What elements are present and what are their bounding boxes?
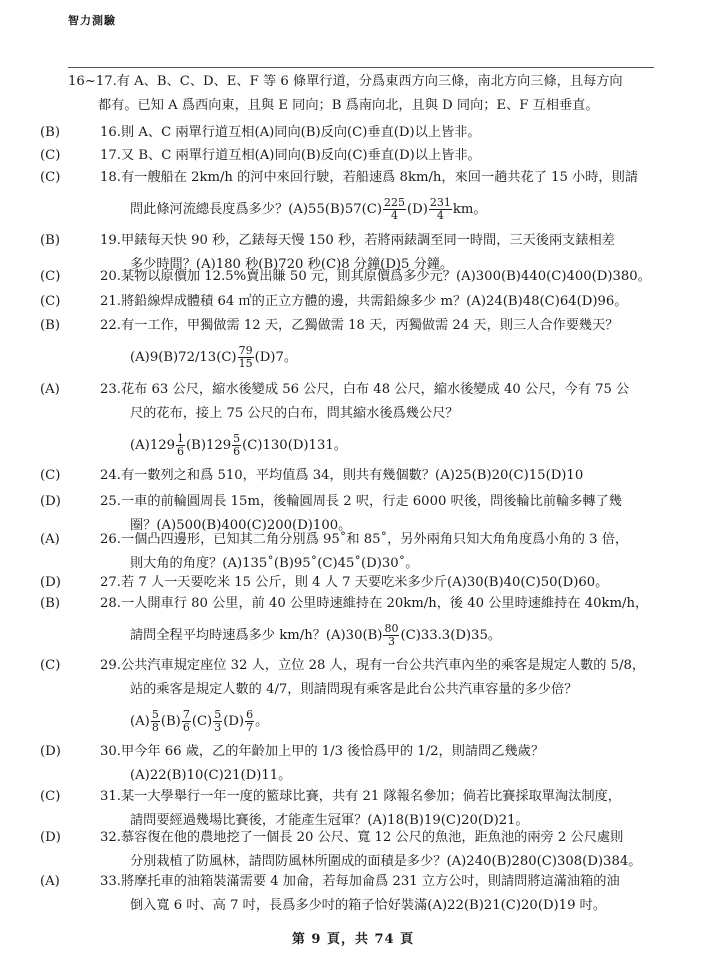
option-text: (A)9(B)72/13(C) [130, 350, 237, 365]
fraction [245, 709, 254, 734]
question-line: 多少時間？(A)180 秒(B)720 秒(C)8 分鐘(D)5 分鐘。 [130, 257, 454, 272]
answer-label: (C) [40, 468, 61, 483]
question-line: 27.若 7 人一天要吃米 15 公斤，則 4 人 7 天要吃米多少斤(A)30(B)40(C)50(D)60。 [100, 575, 609, 590]
question-line: 則大角的角度？(A)135˚(B)95˚(C)45˚(D)30˚。 [130, 556, 419, 571]
answer-label: (D) [40, 575, 61, 590]
question-text [100, 121, 658, 145]
option-text: (A) [130, 714, 150, 729]
fraction-numerator: 6 [246, 708, 254, 721]
fraction-denominator: 6 [233, 445, 241, 458]
answer-label: (D) [40, 494, 61, 509]
answer-label: (D) [40, 744, 61, 759]
question-text [100, 166, 658, 230]
answer-label: (B) [40, 233, 60, 248]
option-text: (D) [407, 202, 428, 217]
answer-label: (A) [40, 382, 60, 397]
fraction-numerator: 225 [384, 196, 405, 209]
question-line: (A)22(B)10(C)21(D)11。 [130, 768, 292, 783]
option-text: (B)129 [185, 438, 232, 453]
fraction-denominator: 7 [246, 721, 254, 734]
option-text: (D)7。 [254, 350, 298, 365]
fraction-numerator: 5 [151, 708, 159, 721]
question-line: 24.有一數列之和爲 510，平均值爲 34，則共有幾個數？(A)25(B)20(C)15(D)10 [100, 468, 584, 483]
fraction [429, 197, 452, 222]
question-fraction-line [100, 190, 658, 230]
fraction-numerator: 1 [176, 432, 184, 445]
question-line: 28.一人開車行 80 公里，前 40 公里時速維持在 20km/h，後 40 公里時速維持在 40km/h， [100, 596, 649, 611]
question-line: 33.將摩托車的油箱裝滿需要 4 加侖，若每加侖爲 231 立方公吋，則請問將這滿油箱的油 [100, 874, 620, 889]
question-text [100, 378, 658, 466]
fraction [213, 709, 222, 734]
fraction-denominator: 6 [182, 721, 190, 734]
question-line: 尺的花布，接上 75 公尺的白布，問其縮水後爲幾公尺？ [130, 406, 459, 421]
question-text [100, 314, 658, 378]
question-text [100, 740, 658, 788]
fraction-numerator: 5 [233, 432, 241, 445]
question-line: 22.有一工作，甲獨做需 12 天，乙獨做需 18 天，丙獨做需 24 天，則三人合作要幾天？ [100, 318, 619, 333]
intro-text [68, 70, 658, 118]
question-line: 倒入寬 6 吋、高 7 吋，長爲多少吋的箱子恰好裝滿(A)22(B)21(C)20(D)19 吋。 [130, 898, 607, 913]
question-line: 21.將鉛線焊成體積 64 ㎥的正立方體的邊，共需鉛線多少 m？(A)24(B)48(C)64(D)96。 [100, 294, 628, 309]
option-text: (A)129 [130, 438, 175, 453]
answer-label: (C) [40, 789, 61, 804]
answer-label: (A) [40, 532, 60, 547]
fraction [383, 197, 406, 222]
question-line: 18.有一艘船在 2km/h 的河中來回行駛，若船速爲 8km/h，來回一趟共花了 15 小時，則請 [100, 170, 638, 185]
fraction-denominator: 6 [176, 445, 184, 458]
fraction [232, 433, 241, 458]
fraction-denominator: 4 [436, 209, 444, 222]
question-line: 31.某一大學舉行一年一度的籃球比賽，共有 21 隊報名參加；倘若比賽採取單淘汰制度， [100, 789, 621, 804]
question-line: 29.公共汽車規定座位 32 人，立位 28 人，現有一台公共汽車內坐的乘客是規定人數的 5/8， [100, 658, 646, 673]
question-text [100, 870, 658, 918]
page-footer: 第 9 頁，共 74 頁 [291, 932, 415, 947]
question-text [100, 144, 658, 168]
question-line: 請問要經過幾場比賽後，才能產生冠軍？(A)18(B)19(C)20(D)21。 [130, 813, 529, 828]
question-text [100, 592, 658, 656]
answer-label: (C) [40, 148, 61, 163]
option-text: (C) [191, 714, 213, 729]
question-line: 17.又 B、C 兩單行道互相(A)同向(B)反向(C)垂直(D)以上皆非。 [100, 148, 481, 163]
fraction-denominator: 15 [238, 357, 253, 370]
question-line: 16.則 A、C 兩單行道互相(A)同向(B)反向(C)垂直(D)以上皆非。 [100, 125, 481, 140]
question-line: 分別栽植了防風林，請問防風林所圍成的面積是多少？(A)240(B)280(C)308(D)384。 [130, 854, 642, 869]
question-text [100, 826, 658, 874]
option-text: (D) [223, 714, 245, 729]
fraction [151, 709, 160, 734]
answer-label: (B) [40, 318, 60, 333]
option-text: km。 [452, 202, 487, 217]
question-text [100, 290, 658, 314]
fraction-numerator: 231 [429, 196, 451, 209]
fraction [383, 623, 399, 648]
question-fraction-line [100, 338, 658, 378]
question-text [100, 464, 658, 488]
option-text: 請問全程平均時速爲多少 km/h？(A)30(B) [130, 628, 383, 643]
intro-line: 16~17.有 A、B、C、D、E、F 等 6 條單行道，分爲東西方向三條，南北方向三條，且每方向 [68, 74, 623, 89]
option-text: (B) [160, 714, 181, 729]
question-line: 23.花布 63 公尺，縮水後變成 56 公尺，白布 48 公尺，縮水後變成 40 公尺，今有 75 公 [100, 382, 630, 397]
fraction-denominator: 8 [151, 721, 159, 734]
answer-label: (B) [40, 596, 60, 611]
question-text [100, 265, 658, 289]
answer-label: (C) [40, 294, 61, 309]
fraction [182, 709, 191, 734]
answer-label: (C) [40, 170, 61, 185]
fraction-numerator: 5 [214, 708, 222, 721]
fraction [176, 433, 185, 458]
intro-line: 都有。已知 A 爲西向東，且與 E 同向；B 爲南向北，且與 D 同向；E、F 互相垂直。 [98, 98, 599, 113]
option-text: 。 [255, 714, 269, 729]
fraction-numerator: 7 [182, 708, 190, 721]
question-line: 30.甲今年 66 歲，乙的年齡加上甲的 1/3 後恰爲甲的 1/2，則請問乙幾歲？ [100, 744, 545, 759]
fraction-denominator: 4 [391, 209, 398, 222]
option-text: (C)33.3(D)35。 [400, 628, 502, 643]
fraction-numerator: 80 [384, 622, 399, 635]
question-line: 20.某物以原價加 12.5%賣出賺 50 元，則其原價爲多少元？(A)300(B)440(C)400(D)380。 [100, 269, 651, 284]
question-fraction-line [100, 702, 658, 742]
question-line: 站的乘客是規定人數的 4/7，則請問現有乘客是此台公共汽車容量的多少倍？ [130, 682, 578, 697]
question-fraction-line [100, 616, 658, 656]
fraction-numerator: 79 [238, 344, 253, 357]
fraction-denominator: 3 [387, 635, 395, 648]
question-fraction-line [100, 426, 658, 466]
question-line: 25.一車的前輪圓周長 15m，後輪圓周長 2 呎，行走 6000 呎後，問後輪比前輪多轉了幾 [100, 494, 622, 509]
answer-label: (A) [40, 874, 60, 889]
question-line: 26.一個凸四邊形，已知其二角分別爲 95˚和 85˚，另外兩角只知大角角度爲小角的 3 倍， [100, 532, 629, 547]
question-line: 圈？(A)500(B)400(C)200(D)100。 [130, 518, 352, 533]
question-text [100, 654, 658, 742]
question-line: 19.甲錶每天快 90 秒，乙錶每天慢 150 秒，若將兩錶調至同一時間，三天後兩支錶相差 [100, 233, 615, 248]
header-rule [68, 67, 654, 68]
answer-label: (C) [40, 269, 61, 284]
fraction-denominator: 3 [214, 721, 222, 734]
question-text [100, 528, 658, 576]
answer-label: (B) [40, 125, 60, 140]
question-line: 32.慕容復在他的農地挖了一個長 20 公尺、寬 12 公尺的魚池，距魚池的兩旁 2 公尺處則 [100, 830, 624, 845]
answer-label: (C) [40, 658, 61, 673]
answer-label: (D) [40, 830, 61, 845]
option-text: 問此條河流總長度爲多少？(A)55(B)57(C) [130, 202, 382, 217]
fraction [238, 345, 254, 370]
option-text: (C)130(D)131。 [242, 438, 347, 453]
header-title: 智力測驗 [68, 14, 116, 27]
